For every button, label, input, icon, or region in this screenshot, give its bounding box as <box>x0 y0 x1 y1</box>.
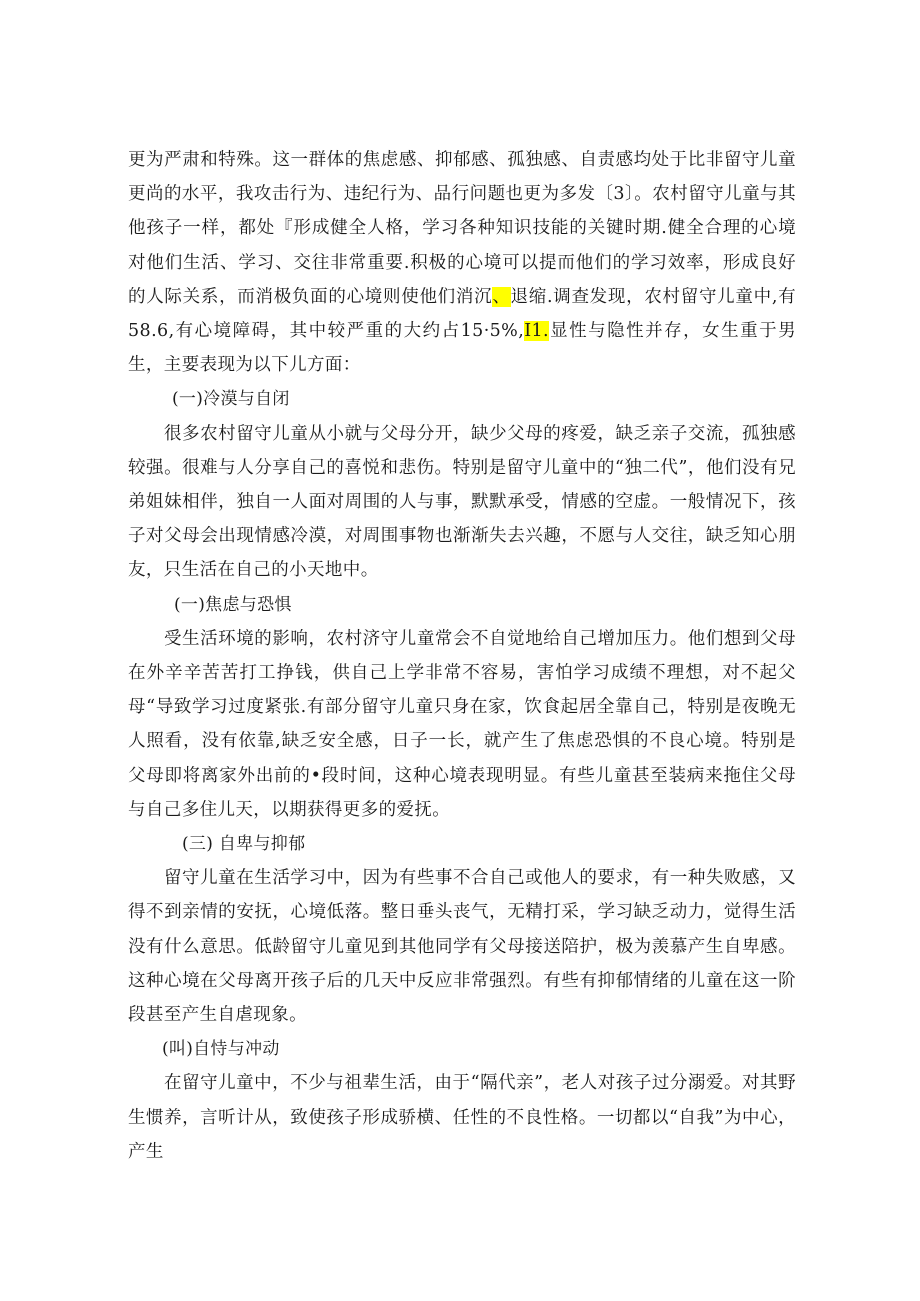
intro-text-part3: 显性与隐性并存，女生重于男生，主要表现为以下儿方面： <box>128 321 796 376</box>
highlighted-text-2: I1. <box>524 321 549 342</box>
intro-text-part1: 更为严肃和特殊。这一群体的焦虑感、抑郁感、孤独感、自责感均处于比非留守儿童更尚的水平，我攻击行为、违纪行为、品行问题也更为多发〔3〕。农村留守儿童与其他孩子一样，都处『形成健全人格，学习各种知识技能的关键时期.健全合理的心境对他们生活、学习、交往非常重要.积极的心境可以提而他们的学习效率，形成良好的人际关系，而消极负面的心境则使他们消沉 <box>128 150 796 307</box>
section-heading-1: (一)冷漠与自闭 <box>172 389 290 410</box>
section-body-3: 留守儿童在生活学习中，因为有些事不合自己或他人的要求，有一种失败感，又得不到亲情的安抚，心境低落。整日垂头丧气，无精打采，学习缺乏动力，觉得生活没有什么意思。低龄留守儿童见到其他同学有父母接送陪护，极为羡慕产生自卑感。这种心境在父母离开孩子后的几天中反应非常强烈。有些有抑郁情绪的儿童在这一阶段甚至产生自虐现象。 <box>128 868 796 1026</box>
section-heading-4: (叫)自恃与冲动 <box>162 1039 280 1060</box>
section-body-1: 很多农村留守儿童从小就与父母分开，缺少父母的疼爱，缺乏亲子交流，孤独感较强。很难与人分享自己的喜悦和悲伤。特别是留守儿童中的“独二代”，他们没有兄弟姐妹相伴，独自一人面对周围的人与事，默默承受，情感的空虚。一般情况下，孩子对父母会出现情感冷漠，对周围事物也渐渐失去兴趣，不愿与人交往，缺乏知心朋友，只生活在自己的小天地中。 <box>128 423 796 581</box>
section-body-2: 受生活环境的影响，农村济守儿童常会不自觉地给自己增加压力。他们想到父母在外辛辛苦苦打工挣钱，供自己上学非常不容易，害怕学习成绩不理想，对不起父母“导致学习过度紧张.有部分留守儿童只身在家，饮食起居全靠自己，特别是夜晚无人照看，没有依靠,缺乏安全感，日子一长，就产生了焦虑恐惧的不良心境。特别是父母即将离家外出前的•段时间，这种心境表现明显。有些儿童甚至装病来拖住父母与自己多住儿天，以期获得更多的爱抚。 <box>128 628 796 820</box>
document-body <box>128 143 796 1169</box>
intro-paragraph <box>128 143 796 382</box>
section-heading-2: (一)焦虑与恐惧 <box>174 594 292 615</box>
section-heading-3: (三) 自卑与抑郁 <box>182 834 306 855</box>
section-body-4: 在留守儿童中，不少与祖辈生活，由于“隔代亲”，老人对孩子过分溺爱。对其野生惯养，言听计从，致使孩子形成骄横、任性的不良性格。一切都以“自我”为中心，产生 <box>128 1073 796 1162</box>
highlighted-text-1: 、 <box>492 286 511 307</box>
intro-text-part2: 退缩.调查发现，农村留守儿童中,有58.6,有心境障碍，其中较严重的大约占15·5%, <box>128 286 796 342</box>
